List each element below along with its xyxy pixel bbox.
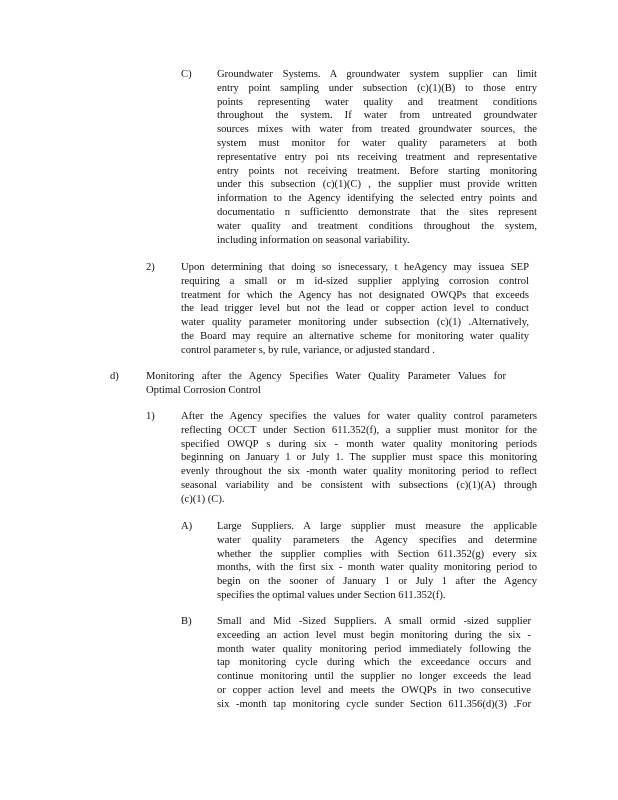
paragraph-2 xyxy=(181,261,529,358)
paragraph-line: months, with the first six - month water quality monitoring period to xyxy=(217,562,537,574)
item-marker-d: d) xyxy=(110,371,119,382)
paragraph-line: requiring a small or m id-sized supplier applying corrosion control xyxy=(181,275,529,287)
paragraph-line: beginning on January 1 or July 1. The supplier must space this monitoring xyxy=(181,452,537,464)
paragraph-line: throughout the system. If water from untreated groundwater xyxy=(217,110,537,122)
item-marker-c: C) xyxy=(181,69,192,80)
paragraph-line: the Board may require an alternative scheme for monitoring water quality xyxy=(181,330,529,342)
paragraph-line: reflecting OCCT under Section 611.352(f), a supplier must monitor for the xyxy=(181,424,537,436)
paragraph-line: including information on seasonal variability. xyxy=(217,234,410,246)
paragraph-line: system must monitor for water quality parameters at both xyxy=(217,137,537,149)
paragraph-line: representative entry poi nts receiving treatment and representative xyxy=(217,151,537,163)
paragraph-line: under this subsection (c)(1)(C) , the supplier must provide written xyxy=(217,179,537,191)
paragraph-line: begin on the sooner of January 1 or July 1 after the Agency xyxy=(217,576,537,588)
paragraph-line: information to the Agency identifying the selected entry points and xyxy=(217,193,537,205)
paragraph-line: documentatio n sufficientto demonstrate that the sites represent xyxy=(217,206,537,218)
paragraph-line: sources mixes with water from treated groundwater sources, the xyxy=(217,124,537,136)
heading-line: Monitoring after the Agency Specifies Water Quality Parameter Values for xyxy=(146,371,506,382)
heading-line: Optimal Corrosion Control xyxy=(146,384,261,396)
paragraph-line: Upon determining that doing so isnecessary, t heAgency may issuea SEP xyxy=(181,262,529,273)
paragraph-line: entry points not receiving treatment. Before starting monitoring xyxy=(217,165,537,177)
paragraph-line: Large Suppliers. A large supplier must measure the applicable xyxy=(217,521,537,532)
paragraph-line: water quality parameter monitoring under subsection (c)(1) .Alternatively, xyxy=(181,317,529,329)
paragraph-line: seasonal variability and be consistent with subsections (c)(1)(A) through xyxy=(181,479,537,491)
paragraph-line: water quality parameters the Agency specifies and determine xyxy=(217,534,537,546)
paragraph-a xyxy=(217,520,537,603)
paragraph-line: whether the supplier complies with Section 611.352(g) every six xyxy=(217,548,537,560)
paragraph-line: Small and Mid -Sized Suppliers. A small ormid -sized supplier xyxy=(217,616,531,627)
paragraph-line: specified OWQP s during six - month water quality monitoring periods xyxy=(181,438,537,450)
paragraph-line: After the Agency specifies the values for water quality control parameters xyxy=(181,411,537,422)
paragraph-line: evenly throughout the six -month water quality monitoring period to reflect xyxy=(181,466,537,478)
paragraph-line: continue monitoring until the supplier no longer exceeds the lead xyxy=(217,671,531,683)
paragraph-line: points representing water quality and treatment conditions xyxy=(217,96,537,108)
paragraph-b xyxy=(217,615,531,712)
item-marker-b: B) xyxy=(181,616,192,627)
item-marker-a: A) xyxy=(181,521,193,532)
paragraph-line: or copper action level and meets the OWQPs in two consecutive xyxy=(217,684,531,696)
paragraph-line: six -month tap monitoring cycle sunder Section 611.356(d)(3) .For xyxy=(217,698,531,710)
paragraph-line: entry point sampling under subsection (c)(1)(B) to those entry xyxy=(217,82,537,94)
paragraph-line: specifies the optimal values under Section 611.352(f). xyxy=(217,589,446,601)
item-marker-1: 1) xyxy=(146,411,155,422)
paragraph-line: exceeding an action level must begin monitoring during the six - xyxy=(217,629,531,641)
paragraph-line: (c)(1) (C). xyxy=(181,493,225,505)
paragraph-line: tap monitoring cycle during which the exceedance occurs and xyxy=(217,657,531,669)
paragraph-line: month water quality monitoring period immediately following the xyxy=(217,643,531,655)
paragraph-line: control parameter s, by rule, variance, or adjusted standard . xyxy=(181,344,435,356)
paragraph-1 xyxy=(181,410,537,507)
heading-d xyxy=(146,370,506,398)
paragraph-line: treatment for which the Agency has not designated OWQPs that exceeds xyxy=(181,289,529,301)
item-marker-2: 2) xyxy=(146,262,155,273)
paragraph-line: water quality and treatment conditions throughout the system, xyxy=(217,220,537,232)
paragraph-line: the lead trigger level but not the lead or copper action level to conduct xyxy=(181,303,529,315)
paragraph-line: Groundwater Systems. A groundwater system supplier can limit xyxy=(217,69,537,80)
paragraph-c xyxy=(217,68,537,247)
